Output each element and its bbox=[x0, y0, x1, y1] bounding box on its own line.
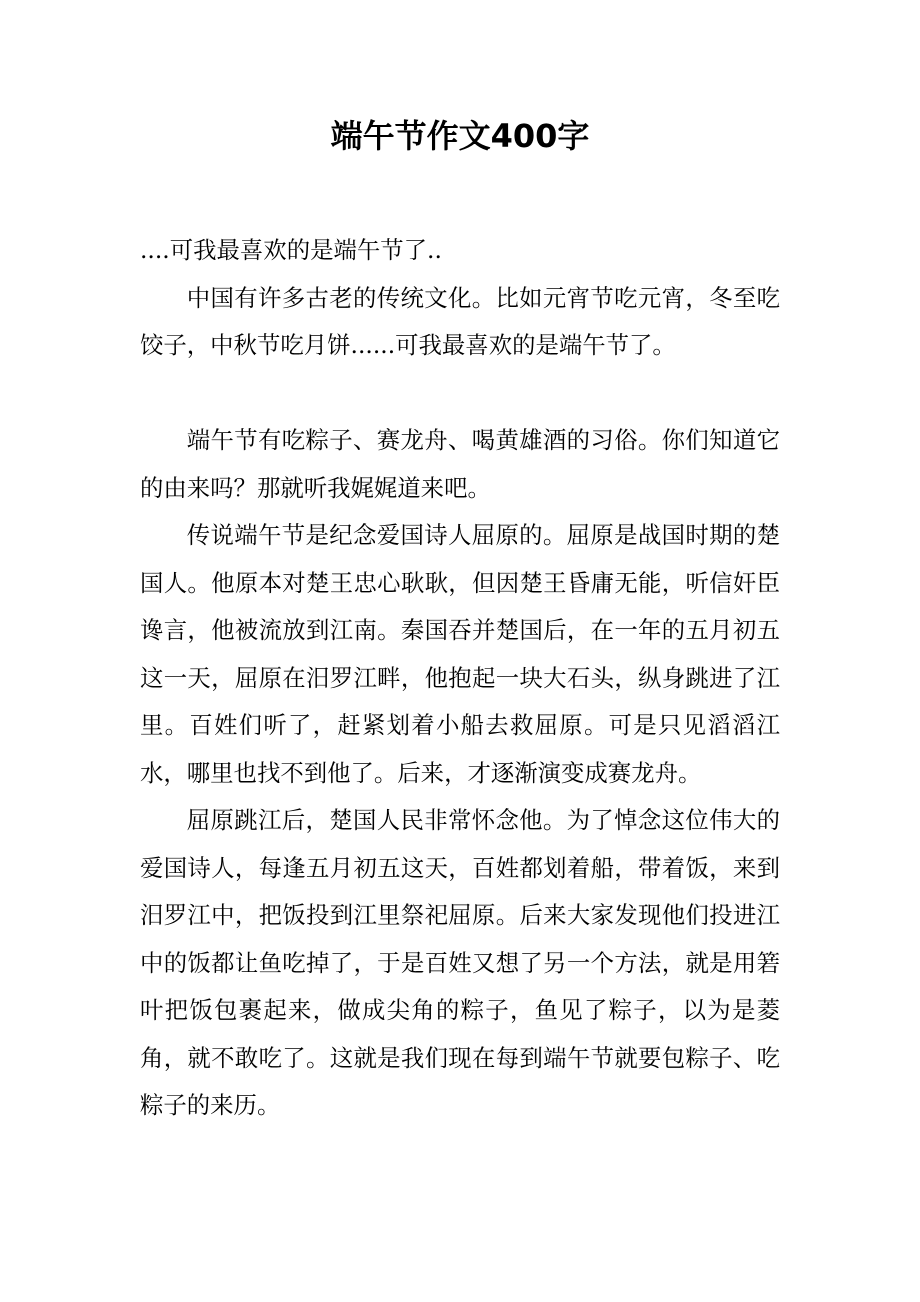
paragraph-zongzi-origin: 屈原跳江后，楚国人民非常怀念他。为了悼念这位伟大的爱国诗人，每逢五月初五这天，百姓都划着船，带着饭，来到汨罗江中，把饭投到江里祭祀屈原。后来大家发现他们投进江中的饭都让鱼吃掉了，于是百姓又想了另一个方法，就是用箬叶把饭包裹起来，做成尖角的粽子，鱼见了粽子，以为是菱角，就不敢吃了。这就是我们现在每到端午节就要包粽子、吃粽子的来历。 bbox=[140, 806, 780, 1119]
document-title: 端午节作文400字 bbox=[330, 117, 590, 155]
paragraph-customs: 端午节有吃粽子、赛龙舟、喝黄雄酒的习俗。你们知道它的由来吗？那就听我娓娓道来吧。 bbox=[140, 426, 780, 502]
document-body bbox=[140, 227, 780, 1130]
intro-paragraph: ....可我最喜欢的是端午节了.. bbox=[140, 236, 442, 264]
paragraph-culture: 中国有许多古老的传统文化。比如元宵节吃元宵，冬至吃饺子，中秋节吃月饼......可我最喜欢的是端午节了。 bbox=[140, 283, 780, 359]
paragraph-legend: 传说端午节是纪念爱国诗人屈原的。屈原是战国时期的楚国人。他原本对楚王忠心耿耿，但因楚王昏庸无能，听信奸臣谗言，他被流放到江南。秦国吞并楚国后，在一年的五月初五这一天，屈原在汨罗江畔，他抱起一块大石头，纵身跳进了江里。百姓们听了，赶紧划着小船去救屈原。可是只见滔滔江水，哪里也找不到他了。后来，才逐渐演变成赛龙舟。 bbox=[140, 521, 780, 787]
blank-line bbox=[140, 370, 780, 418]
